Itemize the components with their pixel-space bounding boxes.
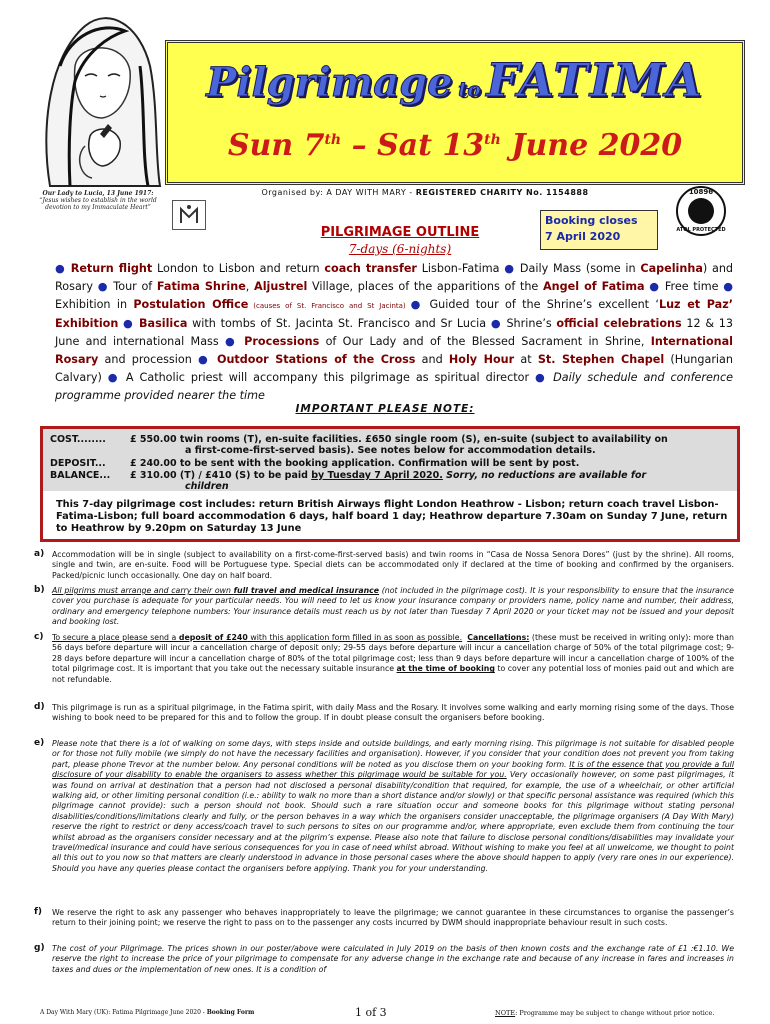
ov-text: at [514, 353, 538, 366]
title-fatima: FATIMA [486, 53, 704, 107]
note-a-text: Accommodation will be in single (subject to availability on a first-come-first-served basis) and twin rooms in “Casa de Nossa Senora Dores” (just by the shrine). All rooms, single and twin, are en-suite. Food will be Portuguese type. Special diets can be accommodated only if declared at the time of booking and confirmed by the organisers. Packed/picnic lunch occasionally. One day on half board. [52, 550, 734, 580]
deposit-text: £ 240.00 to be sent with the booking application. Confirmation will be sent by post. [130, 458, 580, 469]
ov-text: A Catholic priest will accompany this pilgrimage as spiritual director [119, 371, 535, 384]
note-f-text: We reserve the right to ask any passenger who behaves inappropriately to leave the pilgrimage; we cannot guarantee in these circumstances to organise the passenger’s return to their joining point; we reserve the right to pass on to the passenger any costs incurred by DWM should inappropriate behaviour result in such costs. [52, 908, 734, 928]
ov-capelinha: Capelinha [640, 262, 703, 275]
image-caption [34, 190, 162, 211]
dates-start-sup: th [324, 132, 342, 148]
note-e-body2: Very occasionally however, on some past pilgrimages, it was found on arrival at destination that a person had not disclosed a personal disability/condition that required, for example, the use of a wheelchair, or other artificial walking aid, or other limiting personal condition (i.e.: ability to walk no more than a short distance and/or slowly) or that specific personal assistance was required (which this pilgrimage cannot provide): such a person should not book. Should such a rare situation occur and someone books for this pilgrimage without stating personal disabilities/conditions/limitations clearly and fully, or the person behaves in a way which the organisers consider unacceptable, the pilgrimage organisers (A Day With Mary) reserve the right to restrict or deny access/coach travel to such persons to sites on our programme and/or, where appropriate, even exclude them from continuing the tour whilst abroad as the organisers consider necessary and at the pilgrim’s expense. Please also note that failure to disclose personal conditions/disabilities may invalidate your travel/medical insurance and could have serious consequences for you in case of need whilst abroad. Without wishing to make you feel at all unwelcome, we thought to point all this out to you now so that matters are clearly understood in advance in those personal cases where the above should happen to apply (very rare ones in our experience). Should you have any queries please contact the organisers before applying. Thank you for your understanding. [52, 770, 735, 873]
important-heading: IMPORTANT PLEASE NOTE: [295, 403, 475, 415]
cost-label: COST........ [50, 434, 106, 445]
dates-end: June 2020 [500, 128, 683, 163]
footer-note [495, 1009, 714, 1017]
organiser-charity: REGISTERED CHARITY No. 1154888 [415, 188, 589, 197]
ov-st-stephen: St. Stephen Chapel [537, 353, 665, 366]
ov-text: of Our Lady and of the Blessed Sacrament in Shrine, [319, 335, 651, 348]
ov-fatima-shrine: Fatima Shrine [156, 280, 246, 293]
ov-text: Daily Mass (some in [515, 262, 641, 275]
note-e-text [52, 739, 734, 874]
ov-text: Shrine’s [501, 317, 557, 330]
atol-protected-badge [675, 185, 727, 237]
ov-text: , [245, 280, 255, 293]
ov-stations: Outdoor Stations of the Cross [210, 353, 416, 366]
ov-text: Tour of [108, 280, 157, 293]
footer-note-text: : Programme may be subject to change without prior notice. [515, 1009, 715, 1017]
ov-aljustrel: Aljustrel [254, 280, 308, 293]
balance-note: Sorry, no reductions are available for [442, 470, 647, 481]
image-caption-line2: “Jesus wishes to establish in the world devotion to my Immaculate Heart” [39, 197, 157, 211]
ov-text: Village, places of the apparitions of the [307, 280, 543, 293]
cost-text [130, 434, 730, 456]
note-f [34, 908, 734, 929]
madonna-image [30, 6, 165, 206]
note-g-text: The cost of your Pilgrimage. The prices shown in our poster/above were calculated in July 2019 on the basis of then known costs and the exchange rate of £1 :€1.10. We reserve the right to increase the price of your pilgrimage to compensate for any adverse change in the exchange rate and because of any increase in fares and increases in taxes and dues or the implementation of new ones. It is a condition of [52, 944, 734, 974]
ov-text: ) and Rosary [55, 262, 734, 293]
note-c-time-of-booking: at the time of booking [396, 664, 495, 674]
note-letter: g) [34, 943, 45, 953]
footer-left [40, 1009, 254, 1016]
ov-text: and procession [98, 353, 199, 366]
image-caption-line1: Our Lady to Lucia, 13 June 1917: [42, 190, 154, 197]
note-b-insurance: full travel and medical insurance [233, 586, 380, 595]
bullet: ● [504, 262, 516, 275]
ov-text: Free time [660, 280, 724, 293]
ov-text: Guided tour of the Shrine’s excellent ‘ [423, 298, 659, 311]
note-e-disclosure: It is of the essence that you provide a full disclosure of your disability to enable the organisers to assess whether this pilgrimage would be suitable for you. [52, 759, 734, 780]
organiser-prefix: Organised by: A DAY WITH MARY - [261, 188, 416, 197]
note-letter: c) [34, 632, 44, 642]
dwm-logo [172, 200, 206, 230]
note-a [34, 550, 734, 581]
note-b-text [52, 586, 734, 628]
note-c-u1: To secure a place please send a [52, 633, 179, 642]
bullet: ● [723, 280, 733, 293]
cost-line2: a first-come-first-served basis). See notes below for accommodation details. [185, 445, 596, 456]
footer-form: Booking Form [206, 1009, 255, 1016]
ov-holy-hour: Holy Hour [448, 353, 515, 366]
note-letter: d) [34, 702, 45, 712]
cost-includes: This 7-day pilgrimage cost includes: return British Airways flight London Heathrow - Lisbon; return coach travel Lisbon-Fatima-Lisbon; full board accommodation 6 days, half board 1 day; Heathrow departure 7.30am on Sunday 7 June, return to Heathrow by 9.20pm on Saturday 13 June [56, 499, 728, 534]
note-c-u2: with this application form filled in as soon as possible. [247, 633, 463, 642]
bullet: ● [123, 317, 134, 330]
deposit-label: DEPOSIT... [50, 458, 106, 469]
booking-closes-date: 7 April 2020 [545, 230, 621, 243]
ov-text: and [415, 353, 449, 366]
ov-text: London to Lisbon and return [152, 262, 325, 275]
balance-amount: £ 310.00 (T) / £410 (S) to be paid [130, 470, 312, 481]
note-e [34, 739, 734, 874]
ov-text: with tombs of St. Jacinta St. Francisco and Sr Lucia [187, 317, 491, 330]
note-d-text: This pilgrimage is run as a spiritual pilgrimage, in the Fatima spirit, with daily Mass and the Rosary. It involves some walking and early morning rising some of the days. Those wishing to book need to be prepared for this and to follow the group. If in doubt please consult the organisers before booking. [52, 703, 734, 723]
bullet: ● [649, 280, 661, 293]
ov-international-rosary: International Rosary [55, 335, 733, 366]
dates-end-sup: th [484, 132, 501, 148]
note-c-cancellations: Cancellations: [467, 633, 530, 642]
ov-text: (Hungarian Calvary) [55, 353, 733, 384]
note-c-body: (these must be received in writing only): more than 56 days before departure will incur a cancellation charge of deposit only; 29-55 days before departure will incur a cancellation charge of 50% of the total pilgrimage cost; 9-28 days before departure will incur a cancellation charge of 80% of the total pilgrimage cost; less than 9 days before departure will incur a cancellation charge of 100% of the total pilgrimage cost. It is important that you take out the necessary suitable insurance [52, 633, 734, 674]
ov-text: Exhibition in [55, 298, 134, 311]
title-dates [168, 128, 742, 163]
note-letter: b) [34, 585, 45, 595]
ov-luz-et-paz: Luz et Paz’ Exhibition [55, 298, 733, 330]
balance-label: BALANCE... [50, 470, 111, 481]
footer-doc: A Day With Mary (UK): Fatima Pilgrimage June 2020 - [40, 1009, 207, 1016]
cost-line1: £ 550.00 twin rooms (T), en-suite facilities. £650 single room (S), en-suite (subject to availability on [130, 434, 668, 445]
ov-angel: Angel of Fatima [543, 280, 645, 293]
note-b-u1: All pilgrims must arrange and carry their own [52, 586, 234, 595]
bullet: ● [198, 353, 211, 366]
bullet: ● [97, 280, 109, 293]
note-letter: f) [34, 907, 43, 917]
footer-note-label: NOTE [495, 1009, 516, 1017]
outline-subtitle: 7-days (6-nights) [348, 242, 452, 256]
ov-causes: (causes of St. Francisco and St Jacinta) [248, 302, 411, 310]
ov-coach-transfer: coach transfer [324, 262, 417, 275]
ov-basilica: Basilica [133, 317, 188, 330]
note-g [34, 944, 734, 975]
bullet: ● [55, 262, 66, 275]
note-letter: a) [34, 549, 45, 559]
page-title [168, 53, 742, 107]
ov-return-flight: Return flight [70, 262, 153, 275]
balance-date: by Tuesday 7 April 2020. [311, 470, 443, 481]
dates-start: Sun 7 [227, 128, 325, 163]
note-c-body2: to cover any potential loss of monies paid out and which are not refundable. [52, 664, 734, 684]
note-c [34, 633, 734, 685]
booking-closes-box [540, 210, 658, 250]
ov-postulation: Postulation Office [133, 298, 249, 311]
booking-closes-label: Booking closes [545, 214, 638, 227]
bullet: ● [225, 335, 238, 348]
note-b-body: (not included in the pilgrimage cost). It is your responsibility to ensure that the insurance cover you purchase is adequate for your particular needs. You will need to let us know your insurance company or providers name, policy name and number, their address, ordinary and emergency telephone numbers: Your insurance details must reach us by not later than Tuesday 7 April 2020 or your ticket may not be issued and your deposit and booking lost. [52, 586, 734, 627]
ov-text: 12 & 13 June and international Mass [55, 317, 733, 348]
bullet: ● [410, 298, 424, 311]
outline-title: PILGRIMAGE OUTLINE [320, 225, 480, 240]
title-pilgrimage: Pilgrimage [206, 59, 453, 106]
atol-text: ATOL PROTECTED [676, 227, 726, 233]
balance-note-children: children [185, 481, 229, 492]
note-letter: e) [34, 738, 45, 748]
ov-daily-schedule: Daily schedule and conference programme provided nearer the time [55, 371, 734, 402]
ov-official-celebrations: official celebrations [556, 317, 682, 330]
page-number: 1 of 3 [355, 1006, 387, 1019]
bullet: ● [535, 371, 548, 384]
balance-text [130, 470, 730, 492]
bullet: ● [107, 371, 120, 384]
note-d [34, 703, 734, 724]
atol-number: 10896 [688, 188, 714, 196]
organiser-line [160, 188, 690, 197]
bullet: ● [490, 317, 502, 330]
note-c-deposit: deposit of £240 [178, 633, 248, 642]
note-c-text [52, 633, 734, 685]
note-b [34, 586, 734, 628]
ov-text: Lisbon-Fatima [416, 262, 505, 275]
ov-processions: Processions [237, 335, 320, 348]
pilgrimage-overview [55, 260, 733, 405]
note-e-body1: Please note that there is a lot of walking on some days, with steps inside and outside buildings, and early morning rising. This pilgrimage is not suitable for disabled people or for those not fully mobile (we simply do not have the necessary facilities and organisation). However, if you consider that your condition does not prevent you from taking part, please phone Trevor at the number below. Any personal conditions will be noted as you disclose them on your booking form. [52, 739, 734, 769]
title-to: to [458, 77, 481, 101]
dates-mid: – Sat 13 [341, 128, 485, 163]
title-banner [165, 40, 745, 185]
